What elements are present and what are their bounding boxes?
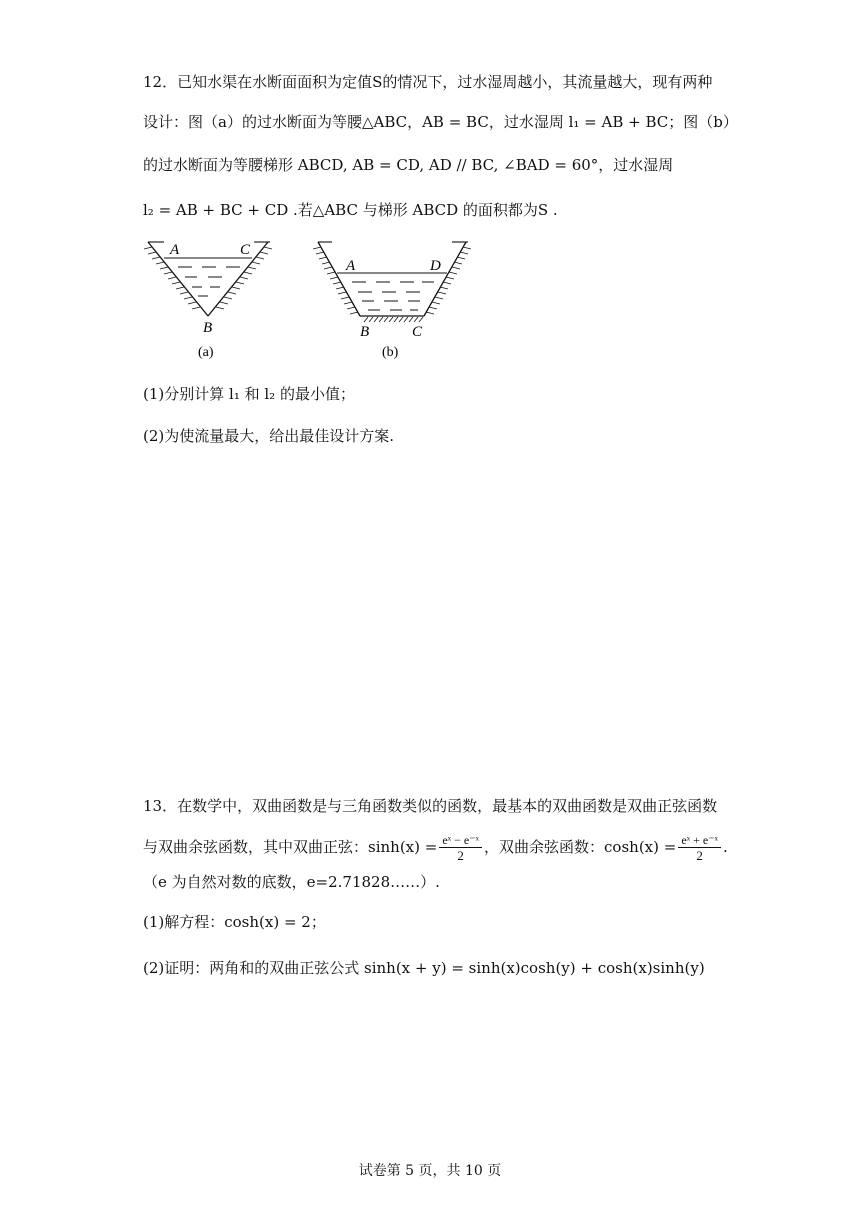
q13-line-2-middle: ，双曲余弦函数：cosh(x) =: [484, 838, 677, 856]
sinh-numerator: eˣ − e⁻ˣ: [439, 833, 482, 848]
q13-part-2: (2)证明：两角和的双曲正弦公式 sinh(x + y) = sinh(x)cosh(y) + cosh(x)sinh(y): [143, 959, 705, 977]
q13-part-1: (1)解方程：cosh(x) = 2；: [143, 913, 326, 931]
fig-a-label-A: A: [170, 242, 180, 258]
q13-line-2-prefix: 与双曲余弦函数，其中双曲正弦：sinh(x) =: [143, 838, 438, 856]
fig-a-label-C: C: [240, 242, 251, 258]
cosh-fraction: [678, 833, 721, 863]
q13-line-2-end: .: [723, 838, 728, 856]
fig-b-label-A: A: [346, 258, 356, 274]
cosh-numerator: eˣ + e⁻ˣ: [678, 833, 721, 848]
fig-b-label-D: D: [430, 258, 441, 274]
page-footer: 试卷第 5 页，共 10 页: [358, 1163, 502, 1179]
q12-line-3: 的过水断面为等腰梯形 ABCD, AB = CD, AD // BC, ∠BAD = 60°，过水湿周: [143, 156, 674, 174]
figure-a-triangle-channel: [140, 236, 280, 361]
sinh-denominator: 2: [457, 848, 464, 863]
fig-a-label-B: B: [203, 320, 213, 336]
q13-line-1: 13．在数学中，双曲函数是与三角函数类似的函数，最基本的双曲函数是双曲正弦函数: [143, 797, 718, 815]
q12-line-4: l₂ = AB + BC + CD .若△ABC 与梯形 ABCD 的面积都为S .: [143, 201, 558, 219]
q13-line-2: [143, 832, 728, 863]
q12-line-1: 12．已知水渠在水断面面积为定值S的情况下，过水湿周越小，其流量越大，现有两种: [143, 73, 713, 91]
cosh-denominator: 2: [696, 848, 703, 863]
q12-part-2: (2)为使流量最大，给出最佳设计方案.: [143, 427, 395, 445]
fig-b-label-C: C: [412, 324, 423, 340]
sinh-fraction: [439, 833, 482, 863]
fig-b-caption: (b): [382, 345, 399, 360]
q12-line-2: 设计：图（a）的过水断面为等腰△ABC，AB = BC，过水湿周 l₁ = AB + BC；图（b）: [143, 113, 738, 131]
q13-line-3: （e 为自然对数的底数，e=2.71828……）.: [143, 873, 440, 891]
figure-b-trapezoid-channel: [310, 236, 480, 361]
q12-part-1: (1)分别计算 l₁ 和 l₂ 的最小值；: [143, 385, 355, 403]
fig-b-label-B: B: [360, 324, 370, 340]
fig-a-caption: (a): [198, 345, 214, 360]
